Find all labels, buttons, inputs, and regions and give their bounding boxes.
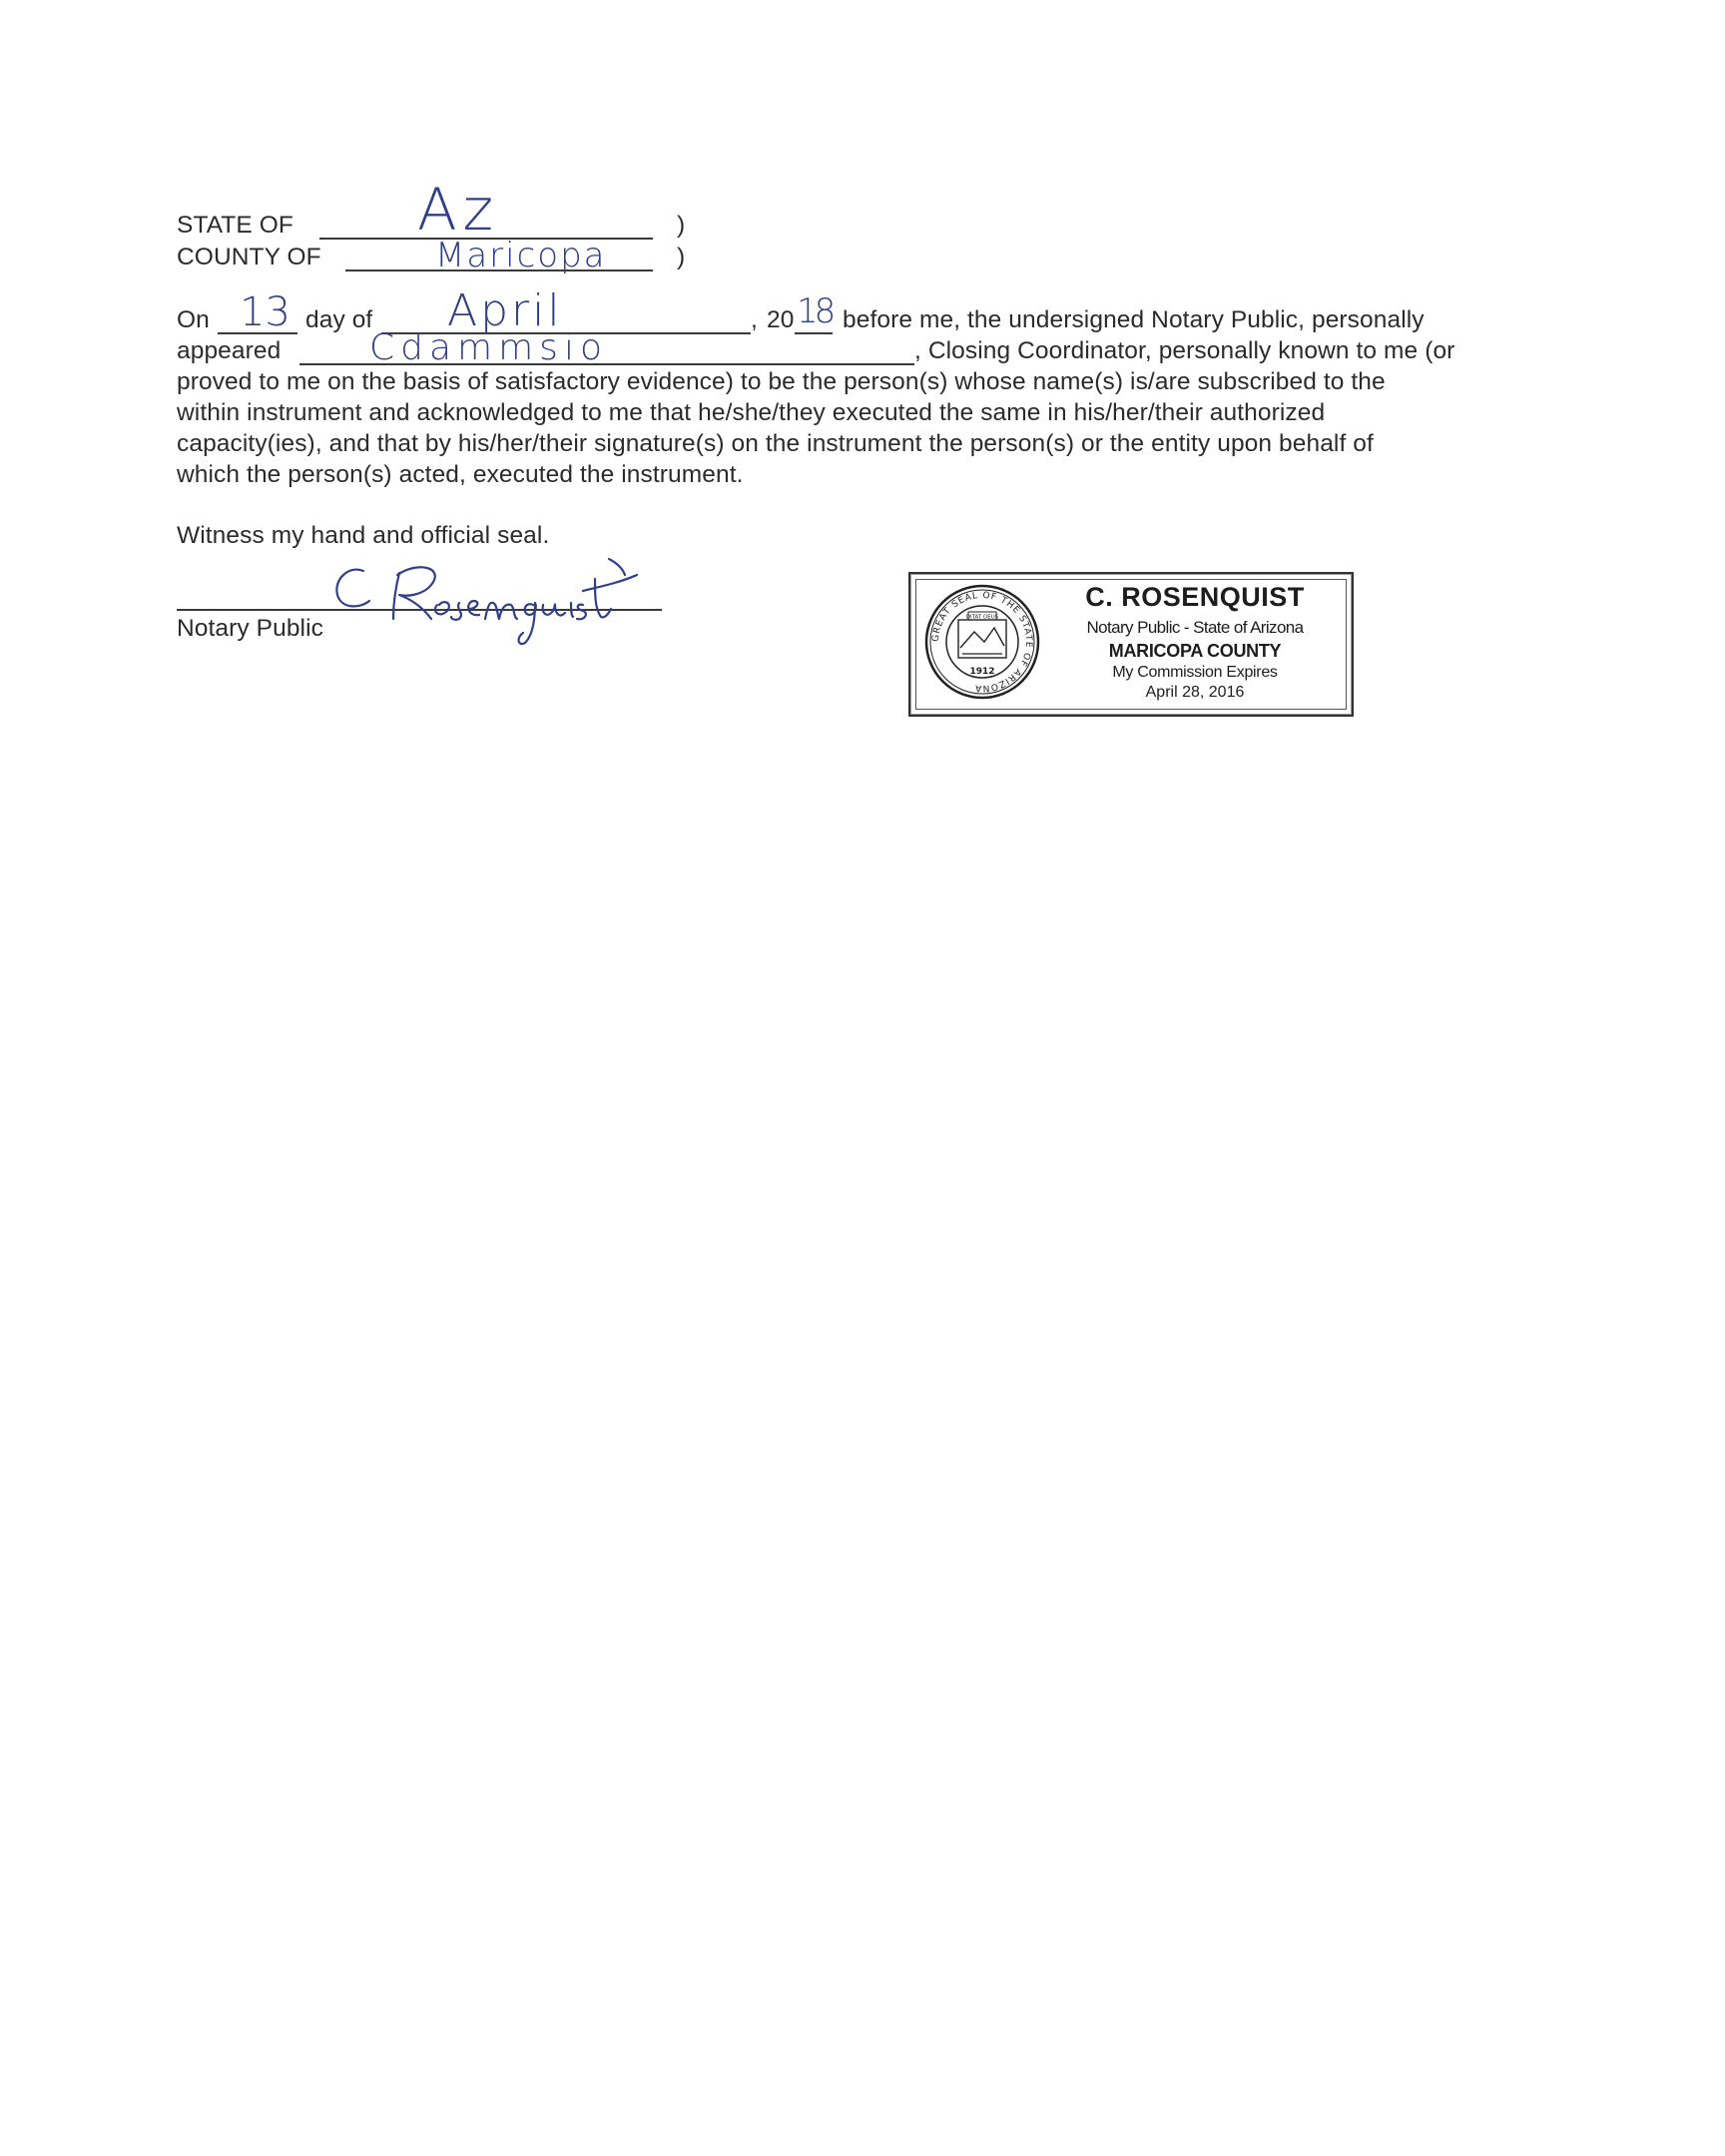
state-seal-icon bbox=[922, 582, 1042, 702]
county-label: COUNTY OF bbox=[177, 244, 321, 270]
body-line-6: which the person(s) acted, executed the instrument. bbox=[177, 461, 744, 488]
on-label: On bbox=[177, 306, 210, 333]
appeared-label: appeared bbox=[177, 337, 282, 364]
state-paren: ) bbox=[677, 212, 686, 239]
line2-rest: , Closing Coordinator, personally known to me (or bbox=[914, 337, 1455, 364]
state-label: STATE OF bbox=[177, 212, 293, 239]
year-blank-line bbox=[795, 332, 833, 334]
appeared-handwritten-value: Cdammsio bbox=[369, 327, 608, 368]
svg-text:GREAT SEAL OF THE STATE OF ARI: GREAT SEAL OF THE STATE OF ARIZONA bbox=[930, 590, 1034, 694]
day-handwritten-value: 13 bbox=[240, 289, 290, 335]
month-handwritten-value: April bbox=[447, 285, 563, 336]
notary-public-label: Notary Public bbox=[177, 615, 323, 642]
county-handwritten-value: Maricopa bbox=[435, 236, 607, 275]
line1-rest: before me, the undersigned Notary Public, personally bbox=[843, 306, 1425, 333]
body-line-4: within instrument and acknowledged to me that he/she/they executed the same in his/her/their authorized bbox=[177, 399, 1326, 426]
notary-stamp bbox=[908, 572, 1354, 717]
year-prefix: 20 bbox=[767, 306, 795, 333]
state-handwritten-value: Az bbox=[417, 176, 500, 244]
notary-signature bbox=[319, 539, 699, 649]
county-paren: ) bbox=[677, 244, 686, 270]
year-handwritten-value: 18 bbox=[797, 291, 833, 331]
stamp-expires-label: My Commission Expires bbox=[1112, 664, 1278, 681]
stamp-expires-date: April 28, 2016 bbox=[1145, 684, 1245, 701]
day-of-label: day of bbox=[305, 306, 373, 333]
witness-text: Witness my hand and official seal. bbox=[177, 522, 550, 549]
svg-text:DITAT DEUS: DITAT DEUS bbox=[965, 614, 999, 621]
body-line-3: proved to me on the basis of satisfactory evidence) to be the person(s) whose name(s) is/are subscribed to the bbox=[177, 368, 1386, 395]
stamp-notary-name: C. ROSENQUIST bbox=[1085, 582, 1305, 612]
svg-text:1912: 1912 bbox=[969, 667, 995, 677]
stamp-notary-title: Notary Public - State of Arizona bbox=[1086, 618, 1304, 637]
stamp-county: MARICOPA COUNTY bbox=[1108, 641, 1282, 661]
comma-1: , bbox=[751, 306, 758, 333]
body-line-5: capacity(ies), and that by his/her/their signature(s) on the instrument the person(s) or the entity upon behalf of bbox=[177, 430, 1374, 457]
